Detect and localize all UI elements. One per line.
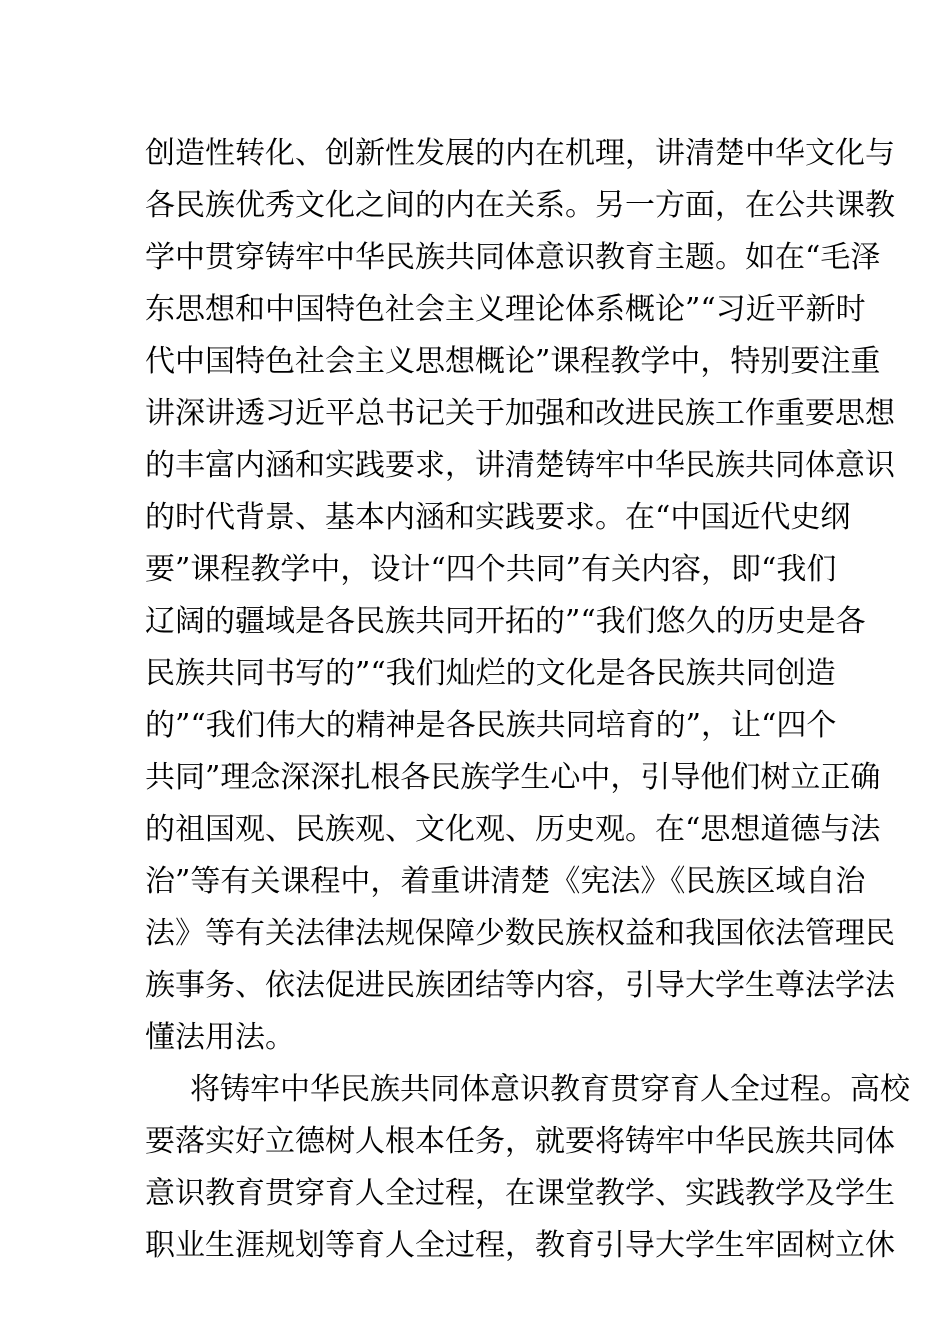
paragraph-2 [145, 1064, 910, 1272]
text-line: 创造性转化、创新性发展的内在机理，讲清楚中华文化与 [145, 136, 895, 171]
text-line: 治”等有关课程中，着重讲清楚《宪法》《民族区域自治 [145, 864, 866, 899]
body-text [145, 128, 910, 1272]
text-line: 的”“我们伟大的精神是各民族共同培育的”，让“四个 [145, 708, 837, 743]
text-line: 的祖国观、民族观、文化观、历史观。在“思想道德与法 [145, 812, 881, 847]
text-line: 要”课程教学中，设计“四个共同”有关内容，即“我们 [145, 552, 837, 587]
paragraph-1 [145, 128, 895, 1064]
text-line: 的时代背景、基本内涵和实践要求。在“中国近代史纲 [145, 500, 851, 535]
text-line: 东思想和中国特色社会主义理论体系概论”“习近平新时 [145, 292, 866, 327]
text-line: 辽阔的疆域是各民族共同开拓的”“我们悠久的历史是各 [145, 604, 866, 639]
text-line: 代中国特色社会主义思想概论”课程教学中，特别要注重 [145, 344, 881, 379]
text-line: 职业生涯规划等育人全过程，教育引导大学生牢固树立休 [145, 1228, 895, 1263]
text-line: 要落实好立德树人根本任务，就要将铸牢中华民族共同体 [145, 1124, 895, 1159]
text-line: 族事务、依法促进民族团结等内容，引导大学生尊法学法 [145, 968, 895, 1003]
text-line: 的丰富内涵和实践要求，讲清楚铸牢中华民族共同体意识 [145, 448, 895, 483]
text-line: 将铸牢中华民族共同体意识教育贯穿育人全过程。高校 [190, 1072, 910, 1107]
text-line: 懂法用法。 [145, 1020, 295, 1055]
text-line: 民族共同书写的”“我们灿烂的文化是各民族共同创造 [145, 656, 836, 691]
text-line: 意识教育贯穿育人全过程，在课堂教学、实践教学及学生 [145, 1176, 895, 1211]
text-line: 法》等有关法律法规保障少数民族权益和我国依法管理民 [145, 916, 895, 951]
text-line: 各民族优秀文化之间的内在关系。另一方面，在公共课教 [145, 188, 895, 223]
text-line: 共同”理念深深扎根各民族学生心中，引导他们树立正确 [145, 760, 881, 795]
text-line: 讲深讲透习近平总书记关于加强和改进民族工作重要思想 [145, 396, 895, 431]
text-line: 学中贯穿铸牢中华民族共同体意识教育主题。如在“毛泽 [145, 240, 881, 275]
